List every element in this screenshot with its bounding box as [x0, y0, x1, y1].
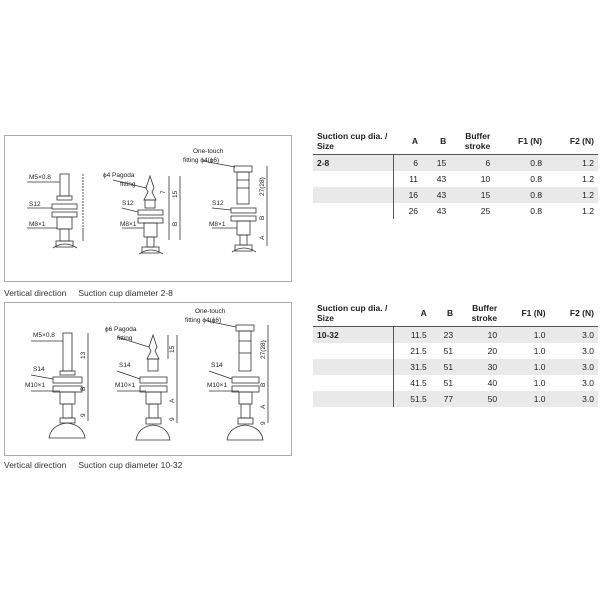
caption-direction: Vertical direction — [4, 460, 67, 470]
label-m5: M5×0.8 — [29, 174, 51, 181]
col-header-stroke: Buffer stroke — [457, 300, 501, 327]
dim-27: 27(28) — [259, 177, 266, 196]
dim-b-1: B — [80, 386, 87, 391]
cell-f2: 1.2 — [582, 174, 594, 184]
label-fitting: fitting — [117, 335, 133, 342]
label-fitting: fitting — [120, 181, 136, 188]
cell-stroke: 25 — [480, 206, 491, 216]
label-pagoda: ϕ6 Pagoda — [105, 326, 137, 333]
cell-f1: 1.0 — [501, 327, 549, 344]
table-row — [313, 155, 598, 172]
dim-15: 15 — [172, 190, 179, 198]
label-m10-c: M10×1 — [207, 382, 228, 389]
caption-2-8 — [4, 288, 185, 298]
label-m10-a: M10×1 — [25, 382, 46, 389]
cell-a: 11.5 — [393, 327, 431, 344]
caption-10-32 — [4, 460, 194, 470]
technical-drawing-10-32 — [5, 303, 291, 455]
cell-b: 43 — [422, 187, 450, 203]
col-header-size: Suction cup dia. / Size — [313, 128, 393, 155]
dim-15: 15 — [169, 345, 176, 353]
cell-stroke: 15 — [450, 187, 494, 203]
caption-diameter: Suction cup diameter 2-8 — [78, 288, 173, 298]
cell-a: 51.5 — [393, 391, 431, 407]
label-s14-c: S14 — [211, 362, 223, 369]
label-pagoda: ϕ4 Pagoda — [103, 172, 135, 179]
size-cell: 10-32 — [313, 327, 393, 344]
cell-b: 51 — [431, 359, 457, 375]
label-onetouch-fitting: fitting ϕ4(ϕ6) — [183, 157, 220, 164]
caption-direction: Vertical direction — [4, 288, 67, 298]
cell-f2: 1.2 — [546, 187, 598, 203]
label-m8-c: M8×1 — [209, 221, 226, 228]
label-onetouch-fitting: fitting ϕ4(ϕ6) — [185, 317, 222, 324]
cell-stroke: 10 — [457, 327, 501, 344]
caption-diameter: Suction cup diameter 10-32 — [78, 460, 183, 470]
cell-b: 77 — [431, 391, 457, 407]
table-row — [313, 375, 598, 391]
cell-a: 41.5 — [410, 378, 427, 388]
cell-a: 11 — [409, 174, 419, 184]
col-header-b: B — [431, 300, 457, 327]
dim-a-2: A — [260, 404, 267, 409]
table-row — [313, 391, 598, 407]
col-header-f1: F1 (N) — [494, 128, 546, 155]
col-header-f2: F2 (N) — [546, 128, 598, 155]
cell-f1: 0.8 — [530, 174, 543, 184]
cell-stroke: 6 — [450, 155, 494, 172]
dim-9-3: 9 — [260, 421, 267, 425]
dim-9-2: 9 — [169, 417, 176, 421]
cell-stroke: 50 — [457, 391, 501, 407]
cell-f1: 1.0 — [533, 346, 546, 356]
table-row — [313, 187, 598, 203]
label-onetouch: One-touch — [193, 148, 224, 155]
drawing-panel-10-32 — [4, 302, 292, 456]
label-s12-c: S12 — [212, 200, 224, 207]
label-s14-a: S14 — [33, 366, 45, 373]
cell-f1: 1.0 — [501, 359, 549, 375]
dim-b-1: B — [172, 221, 179, 226]
dim-a-1: A — [259, 235, 266, 240]
cell-b: 43 — [436, 174, 447, 184]
table-row — [313, 343, 598, 359]
label-m10-b: M10×1 — [115, 382, 136, 389]
table-row — [313, 203, 598, 219]
label-onetouch: One-touch — [195, 308, 226, 315]
label-s12-b: S12 — [122, 200, 134, 207]
dim-a-1: A — [169, 398, 176, 403]
label-m5: M5×0.8 — [33, 332, 55, 339]
cell-stroke: 30 — [457, 359, 501, 375]
dim-27: 27(28) — [260, 340, 267, 359]
dim-13: 13 — [80, 351, 87, 359]
cell-f2: 3.0 — [582, 378, 594, 388]
spec-table-10-32 — [313, 300, 598, 407]
col-header-size: Suction cup dia. / Size — [313, 300, 393, 327]
cell-f2: 3.0 — [550, 327, 598, 344]
cell-f1: 0.8 — [494, 187, 546, 203]
table-row — [313, 327, 598, 344]
spec-table-2-8 — [313, 128, 598, 219]
cell-f2: 3.0 — [550, 391, 598, 407]
col-header-a: A — [393, 128, 422, 155]
size-cell: 2-8 — [313, 155, 393, 172]
technical-drawing-2-8 — [5, 136, 291, 281]
cell-f2: 1.2 — [582, 206, 594, 216]
label-m8-a: M8×1 — [29, 221, 46, 228]
dim-9-1: 9 — [80, 413, 87, 417]
dim-b-2: B — [260, 382, 267, 387]
cell-f2: 1.2 — [546, 155, 598, 172]
label-s14-b: S14 — [119, 362, 131, 369]
cell-b: 51 — [443, 378, 454, 388]
cell-f1: 0.8 — [530, 206, 543, 216]
cell-a: 21.5 — [410, 346, 427, 356]
col-header-b: B — [422, 128, 450, 155]
cell-b: 23 — [431, 327, 457, 344]
col-header-f2: F2 (N) — [550, 300, 598, 327]
col-header-a: A — [393, 300, 431, 327]
table-row — [313, 171, 598, 187]
cell-b: 15 — [422, 155, 450, 172]
cell-f2: 3.0 — [550, 359, 598, 375]
label-s12-a: S12 — [29, 201, 41, 208]
cell-stroke: 20 — [487, 346, 498, 356]
dim-b-2: B — [259, 215, 266, 220]
dim-7: 7 — [160, 190, 167, 194]
cell-b: 51 — [443, 346, 454, 356]
cell-stroke: 40 — [487, 378, 498, 388]
label-m8-b: M8×1 — [120, 221, 137, 228]
table-row — [313, 359, 598, 375]
col-header-stroke: Buffer stroke — [450, 128, 494, 155]
cell-a: 16 — [393, 187, 422, 203]
cell-a: 6 — [393, 155, 422, 172]
col-header-f1: F1 (N) — [501, 300, 549, 327]
cell-a: 31.5 — [393, 359, 431, 375]
cell-f1: 0.8 — [494, 155, 546, 172]
cell-f1: 1.0 — [501, 391, 549, 407]
cell-stroke: 10 — [480, 174, 491, 184]
cell-f1: 1.0 — [533, 378, 546, 388]
cell-f2: 3.0 — [582, 346, 594, 356]
cell-a: 26 — [408, 206, 419, 216]
drawing-panel-2-8 — [4, 135, 292, 282]
cell-b: 43 — [436, 206, 447, 216]
